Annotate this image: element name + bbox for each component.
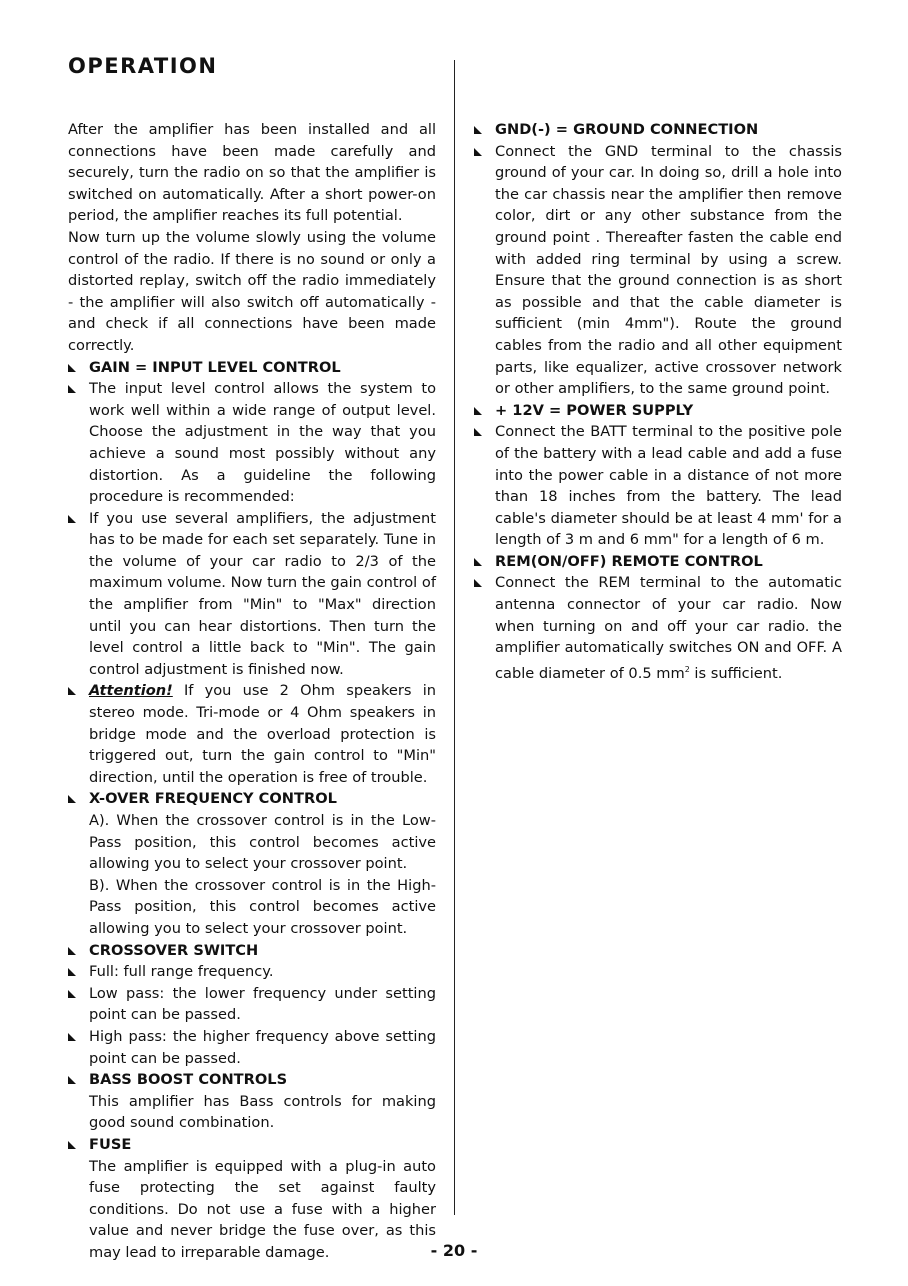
rem-paragraph-text: Connect the REM terminal to the automatic antenna connector of your car radio. Now when turning on and off your car radio. the amplifier automatically switches ON and OFF. A cable diameter of 0.5 mm — [495, 574, 842, 682]
bullet-arrow-icon — [474, 148, 482, 156]
fuse-paragraph: The amplifier is equipped with a plug-in auto fuse protecting the set against faulty conditions. Do not use a fuse with a higher value and never bridge the fuse over, as this may lead to irreparable damage. — [89, 1157, 436, 1261]
page-title: OPERATION — [68, 54, 218, 78]
power-heading-text: + 12V = POWER SUPPLY — [495, 401, 694, 419]
gnd-paragraph-text: Connect the GND terminal to the chassis ground of your car. In doing so, drill a hole into the car chassis near the amplifier then remove color, dirt or any other substance from the ground point . Thereafter fasten the cable end with added ring terminal by using a screw. Ensure that the ground connection is as short as possible and that the cable diameter is sufficient (min 4mm"). Route the ground cables from the radio and all other equipment parts, like equalizer, active crossover network or other amplifiers, to the same ground point. — [495, 142, 842, 398]
gain-heading — [68, 357, 436, 379]
switch-item — [68, 961, 436, 983]
power-heading — [474, 400, 842, 422]
intro-paragraph: Now turn up the volume slowly using the volume control of the radio. If there is no sound or only a distorted replay, switch off the radio immediately - the amplifier will also switch off automatically - and check if all connections have been made correctly. — [68, 228, 436, 354]
bullet-arrow-icon — [68, 968, 76, 976]
bullet-arrow-icon — [68, 515, 76, 523]
xover-heading-text: X-OVER FREQUENCY CONTROL — [89, 790, 337, 808]
gain-heading-text: GAIN = INPUT LEVEL CONTROL — [89, 358, 341, 376]
bullet-arrow-icon — [68, 795, 76, 803]
attention-text: If you use 2 Ohm speakers in stereo mode. Tri-mode or 4 Ohm speakers in bridge mode and the overload protection is triggered out, turn the gain control to "Min" direction, until the operation is free of trouble. — [89, 682, 436, 786]
power-paragraph-text: Connect the BATT terminal to the positive pole of the battery with a lead cable and add a fuse into the power cable in a distance of not more than 18 inches from the battery. The lead cable's diameter should be at least 4 mm' for a length of 3 m and 6 mm" for a length of 6 m. — [495, 423, 842, 549]
gain-paragraph-text: If you use several amplifiers, the adjustment has to be made for each set separately. Tune in the volume of your car radio to 2/3 of the maximum volume. Now turn the gain control of the amplifier from "Min" to "Max" direction until you can hear distortions. Then turn the level control a little back to "Min". The gain control adjustment is finished now. — [89, 509, 436, 678]
switch-item — [68, 1026, 436, 1069]
bullet-arrow-icon — [68, 1033, 76, 1041]
column-divider — [454, 60, 455, 1215]
gain-paragraph — [68, 378, 436, 508]
bullet-arrow-icon — [474, 428, 482, 436]
switch-item-text: Full: full range frequency. — [89, 963, 274, 981]
xover-paragraph: B). When the crossover control is in the High-Pass position, this control becomes active allowing you to select your crossover point. — [89, 876, 436, 937]
attention-paragraph — [68, 680, 436, 788]
xover-paragraph: A). When the crossover control is in the Low-Pass position, this control becomes active allowing you to select your crossover point. — [89, 812, 436, 873]
rem-paragraph — [474, 572, 842, 684]
bullet-arrow-icon — [474, 126, 482, 134]
bullet-arrow-icon — [474, 558, 482, 566]
bullet-arrow-icon — [68, 947, 76, 955]
rem-heading-text: REM(ON/OFF) REMOTE CONTROL — [495, 552, 763, 570]
fuse-heading — [68, 1134, 436, 1156]
switch-heading — [68, 940, 436, 962]
gain-paragraph-text: The input level control allows the system to work well within a wide range of output level. Choose the adjustment in the way that you achieve a sound most possibly without any distortion. As a guideline the following procedure is recommended: — [89, 380, 436, 506]
power-paragraph — [474, 421, 842, 551]
xover-heading — [68, 788, 436, 810]
switch-item-text: High pass: the higher frequency above setting point can be passed. — [89, 1027, 436, 1067]
attention-label: Attention! — [89, 682, 173, 700]
bullet-arrow-icon — [68, 385, 76, 393]
bass-paragraph: This amplifier has Bass controls for making good sound combination. — [89, 1092, 436, 1132]
bullet-arrow-icon — [68, 1141, 76, 1149]
bass-heading — [68, 1069, 436, 1091]
switch-item — [68, 983, 436, 1026]
fuse-heading-text: FUSE — [89, 1135, 132, 1153]
bullet-arrow-icon — [68, 1076, 76, 1084]
bass-heading-text: BASS BOOST CONTROLS — [89, 1071, 288, 1089]
switch-item-text: Low pass: the lower frequency under setting point can be passed. — [89, 984, 436, 1024]
page-number: - 20 - — [430, 1241, 478, 1260]
bullet-arrow-icon — [68, 990, 76, 998]
rem-heading — [474, 551, 842, 573]
bullet-arrow-icon — [68, 364, 76, 372]
gnd-heading-text: GND(-) = GROUND CONNECTION — [495, 121, 759, 138]
rem-paragraph-end: is sufficient. — [689, 664, 783, 682]
bullet-arrow-icon — [68, 687, 76, 695]
gnd-heading — [474, 119, 842, 141]
gain-paragraph — [68, 508, 436, 681]
superscript: 2 — [684, 664, 690, 674]
bullet-arrow-icon — [474, 407, 482, 415]
left-column — [68, 119, 436, 1263]
right-column — [474, 119, 842, 684]
intro-paragraph: After the amplifier has been installed and all connections have been made carefully and securely, turn the radio on so that the amplifier is switched on automatically. After a short power-on period, the amplifier reaches its full potential. — [68, 121, 436, 225]
switch-heading-text: CROSSOVER SWITCH — [89, 941, 259, 959]
gnd-paragraph — [474, 141, 842, 400]
bullet-arrow-icon — [474, 579, 482, 587]
